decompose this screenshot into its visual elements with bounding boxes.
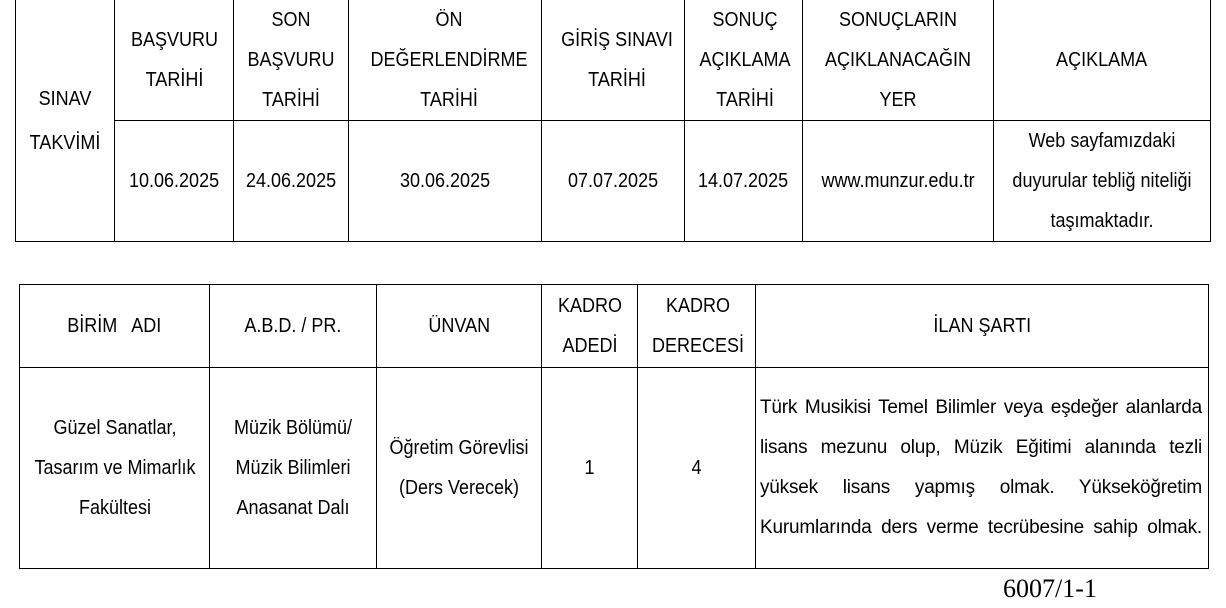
header-pre-evaluation-date: ÖN DEĞERLENDİRME TARİHİ xyxy=(349,0,542,121)
department-name: Müzik Bölümü/ Müzik Bilimleri Anasanat Dalı xyxy=(210,368,377,569)
header-result-date: SONUÇ AÇIKLAMA TARİHİ xyxy=(685,0,803,121)
pre-evaluation-date: 30.06.2025 xyxy=(349,121,542,242)
exam-schedule-table xyxy=(15,0,1211,242)
header-last-application-date: SON BAŞVURU TARİHİ xyxy=(234,0,349,121)
header-department: A.B.D. / PR. xyxy=(210,285,377,368)
header-title: ÜNVAN xyxy=(377,285,542,368)
description-text: Web sayfamızdaki duyurular tebliğ niteliği taşımaktadır. xyxy=(994,121,1211,242)
header-application-date: BAŞVURU TARİHİ xyxy=(115,0,234,121)
header-unit-name: BİRİM ADI xyxy=(20,285,210,368)
header-result-place: SONUÇLARIN AÇIKLANACAĞIN YER xyxy=(803,0,994,121)
header-requirement: İLAN ŞARTI xyxy=(756,285,1209,368)
document-code: 6007/1-1 xyxy=(1003,574,1097,603)
exam-schedule-label: SINAV TAKVİMİ xyxy=(16,0,115,242)
result-date: 14.07.2025 xyxy=(685,121,803,242)
last-application-date: 24.06.2025 xyxy=(234,121,349,242)
header-position-degree: KADRO DERECESİ xyxy=(638,285,756,368)
result-place: www.munzur.edu.tr xyxy=(803,121,994,242)
requirement-text: Türk Musikisi Temel Bilimler veya eşdeğer alanlarda lisans mezunu olup, Müzik Eğitimi alanında tezli yüksek lisans yapmış olmak. Yükseköğretim Kurumlarında ders verme tecrübesine sahip olmak. xyxy=(756,368,1209,569)
header-position-count: KADRO ADEDİ xyxy=(542,285,638,368)
title-name: Öğretim Görevlisi (Ders Verecek) xyxy=(377,368,542,569)
announcement-table xyxy=(19,284,1209,569)
entrance-exam-date: 07.07.2025 xyxy=(542,121,685,242)
position-degree: 4 xyxy=(638,368,756,569)
header-description: AÇIKLAMA xyxy=(994,0,1211,121)
header-entrance-exam-date: GİRİŞ SINAVI TARİHİ xyxy=(542,0,685,121)
position-count: 1 xyxy=(542,368,638,569)
application-date: 10.06.2025 xyxy=(115,121,234,242)
unit-name: Güzel Sanatlar, Tasarım ve Mimarlık Fakültesi xyxy=(20,368,210,569)
